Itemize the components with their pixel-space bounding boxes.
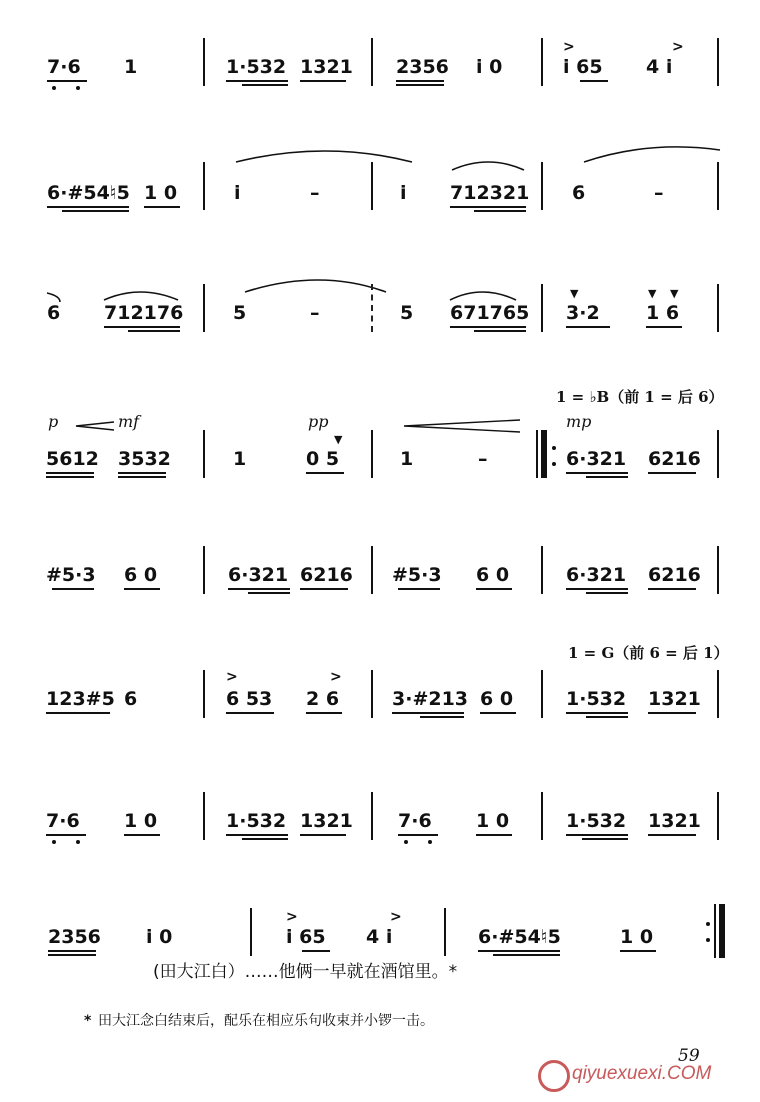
barline: [717, 162, 719, 210]
dynamic-mark: mp: [566, 412, 592, 431]
note-group: 3·2: [566, 302, 600, 324]
note-group: –: [654, 182, 664, 204]
watermark-logo-icon: [538, 1060, 570, 1092]
barline: [717, 792, 719, 840]
watermark: qiyuexuexi.COM: [572, 1063, 712, 1084]
barline: [203, 670, 205, 718]
accent-mark: >: [330, 669, 342, 685]
footnote: 田大江念白结束后，配乐在相应乐句收束并小锣一击。: [98, 1013, 434, 1029]
note-group: 6216: [648, 448, 701, 470]
barline: [371, 430, 373, 478]
note-group: –: [478, 448, 488, 470]
note-group: 7·6: [46, 810, 80, 832]
note-group: 1·532: [226, 810, 287, 832]
note-group: 1 0: [620, 926, 654, 948]
barline: [203, 546, 205, 594]
note-group: 1: [233, 448, 247, 470]
page-number: 59: [678, 1046, 700, 1066]
note-group: 1: [124, 56, 138, 78]
barline: [541, 792, 543, 840]
barline: [717, 38, 719, 86]
repeat-end: [719, 904, 725, 958]
note-group: 123#5: [46, 688, 115, 710]
note-group: 2356: [396, 56, 449, 78]
key-signature: 1 = ♭B（前 1 = 后 6）: [556, 388, 724, 406]
accent-mark: >: [563, 39, 575, 55]
barline: [717, 430, 719, 478]
barline: [541, 284, 543, 332]
barline: [371, 670, 373, 718]
note-group: 5: [400, 302, 414, 324]
note-group: i 0: [146, 926, 173, 948]
note-group: 1 0: [476, 810, 510, 832]
note-group: 1 0: [124, 810, 158, 832]
barline: [371, 792, 373, 840]
footnote-mark: *: [84, 1013, 92, 1029]
barline: [541, 38, 543, 86]
score-page: 7·6 1 1·532 1321 2356 i 0 > > i 65 4 i 6·#54♮5 1 0 i – i 712321 6 – 6 712176 5 – 5 671765 ▼ ▼ ▼ 3·2 1 6 1 = ♭B（前 1 = 后 6） p mf pp mp 5612 3532 1 ▼ 0 5 1 – 6·321 6216 #5·3 6 0 6·321 6216 #5·3 6 0 6·321 6216 1 = G（前 6 = 后 1） 123#5 6 > > 6 53 2 6 3·#213 6 0 1·532 1321 7·6 1 0 1·532 1321 7·6 1 0 1·532 1321 2356 i 0 > > i 65 4 i 6·#54♮5 1 0 (田大江白）……他俩一早就在酒馆里。* * 田大江念白结束后，配乐在相应乐句收束并小锣一击。 59 qiyuexuexi.COM: [0, 0, 760, 1102]
note-group: –: [310, 302, 320, 324]
note-group: i 0: [476, 56, 503, 78]
note-group: 1321: [648, 810, 701, 832]
note-group: i: [234, 182, 241, 204]
note-group: 1·532: [226, 56, 287, 78]
note-group: 6216: [300, 564, 353, 586]
note-group: 6 53: [226, 688, 273, 710]
barline: [717, 670, 719, 718]
note-group: 6: [572, 182, 586, 204]
note-group: i 65: [286, 926, 326, 948]
note-group: 7·6: [47, 56, 81, 78]
note-group: 4 i: [366, 926, 393, 948]
note-group: #5·3: [46, 564, 96, 586]
note-group: 1321: [300, 56, 353, 78]
note-group: 6·321: [228, 564, 289, 586]
note-group: 712321: [450, 182, 530, 204]
barline: [717, 284, 719, 332]
note-group: 6 0: [480, 688, 514, 710]
barline: [371, 546, 373, 594]
barline: [717, 546, 719, 594]
barline: [541, 162, 543, 210]
note-group: 1·532: [566, 810, 627, 832]
note-group: 7·6: [398, 810, 432, 832]
note-group: 0 5: [306, 448, 340, 470]
note-group: 1 6: [646, 302, 680, 324]
note-group: –: [310, 182, 320, 204]
note-group: 6: [124, 688, 138, 710]
accent-mark: >: [286, 909, 298, 925]
note-group: 1 0: [144, 182, 178, 204]
dashed-barline: [371, 284, 375, 332]
accent-mark: >: [226, 669, 238, 685]
repeat-start: [541, 430, 547, 478]
barline: [444, 908, 446, 956]
note-group: 1·532: [566, 688, 627, 710]
note-group: 5: [233, 302, 247, 324]
note-group: 6·321: [566, 448, 627, 470]
note-group: 6216: [648, 564, 701, 586]
note-group: 2356: [48, 926, 101, 948]
note-group: 6: [47, 302, 61, 324]
note-group: 4 i: [646, 56, 673, 78]
note-group: i 65: [563, 56, 603, 78]
barline: [714, 904, 716, 958]
note-group: 6 0: [124, 564, 158, 586]
note-group: 1321: [300, 810, 353, 832]
key-signature: 1 = G（前 6 = 后 1）: [568, 644, 729, 662]
note-group: i: [400, 182, 407, 204]
note-group: 1: [400, 448, 414, 470]
note-group: 5612: [46, 448, 99, 470]
note-group: #5·3: [392, 564, 442, 586]
barline: [250, 908, 252, 956]
dynamic-mark: pp: [308, 412, 329, 431]
note-group: 3·#213: [392, 688, 469, 710]
note-group: 2 6: [306, 688, 340, 710]
note-group: 712176: [104, 302, 184, 324]
dynamic-mark: p: [48, 412, 59, 431]
note-group: 6·#54♮5: [478, 926, 561, 948]
note-group: 6·321: [566, 564, 627, 586]
barline: [371, 162, 373, 210]
barline: [203, 430, 205, 478]
note-group: 1321: [648, 688, 701, 710]
barline: [541, 670, 543, 718]
dynamic-mark: mf: [118, 412, 140, 431]
note-group: 6·#54♮5: [47, 182, 130, 204]
note-group: 6 0: [476, 564, 510, 586]
spoken-line: (田大江白）……他俩一早就在酒馆里。*: [153, 962, 458, 982]
accent-mark: >: [390, 909, 402, 925]
note-group: 671765: [450, 302, 530, 324]
barline: [203, 792, 205, 840]
barline: [203, 162, 205, 210]
accent-mark: >: [672, 39, 684, 55]
barline: [541, 546, 543, 594]
barline: [203, 284, 205, 332]
barline: [536, 430, 538, 478]
barline: [203, 38, 205, 86]
barline: [371, 38, 373, 86]
note-group: 3532: [118, 448, 171, 470]
